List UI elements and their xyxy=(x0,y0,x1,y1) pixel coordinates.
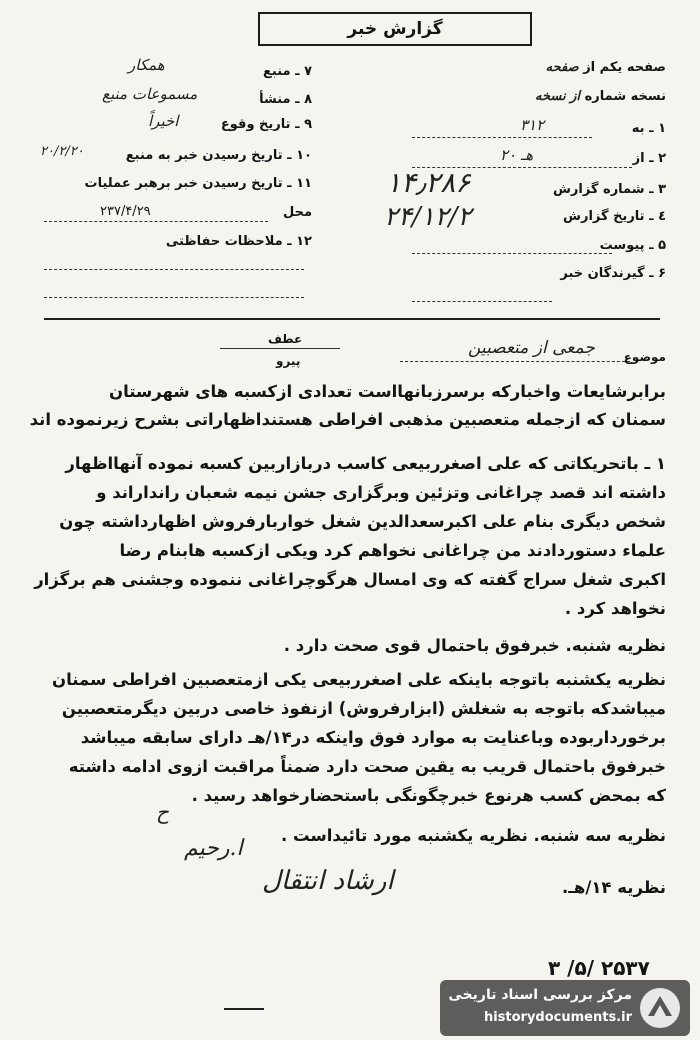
watermark-title: مرکز بررسی اسناد تاریخی xyxy=(448,987,632,1003)
note-14: نظریه ۱۴/هـ. xyxy=(561,878,666,897)
footer-mark xyxy=(224,1008,264,1010)
from-label: ۲ ـ از xyxy=(632,151,666,166)
bord-label: پیرو xyxy=(276,354,301,368)
item1-line-2: داشته اند قصد چراغانی وتزئین وبرگزاری جشن نیمه شعبان رانداراند و xyxy=(96,483,666,502)
copy-number-label: نسخه شماره از نسخه xyxy=(535,89,666,104)
to-value: ۳۱۲ xyxy=(520,116,545,134)
item1-line-1: ۱ ـ باتحریکاتی که علی اصغرربیعی کاسب دربازاربین کسبه نموده آنهااظهار xyxy=(65,454,666,473)
report-title: گزارش خبر xyxy=(258,12,532,46)
archive-logo-icon xyxy=(638,986,682,1030)
report-number-label: ۳ ـ شماره گزارش xyxy=(552,182,666,197)
recipients-label: ۶ ـ گیرندگان خبر xyxy=(560,266,666,281)
handwritten-signature: ارشاد انتقال xyxy=(262,866,394,896)
handwritten-initial-1: ح xyxy=(156,800,169,824)
subject-value: جمعی از متعصبین xyxy=(468,338,595,358)
subject-label: موضوع xyxy=(623,350,666,364)
footer-number: ۲۵۳۷ /۵/ ۳ xyxy=(548,956,650,980)
occurrence-date-value: اخیراً xyxy=(148,112,179,130)
attachment-label: ۵ ـ پیوست xyxy=(599,238,666,253)
note-sunday-line-1: نظریه یکشنبه باتوجه باینکه علی اصغرربیعی یکی ازمتعصبین افراطی سمنان xyxy=(52,670,666,689)
page-of-label: صفحه یکم از صفحه xyxy=(545,60,666,75)
watermark-url: historydocuments.ir xyxy=(483,1010,632,1025)
notes-dotted-line-1 xyxy=(44,268,304,270)
paragraph1-line-2: سمنان که ازجمله متعصبین مذهبی افراطی هستنداظهاراتی بشرح زیرنموده اند xyxy=(29,410,666,429)
place-value: ۲۳۷/۴/۲۹ xyxy=(100,204,151,219)
note-sunday-line-2: میباشدکه باتوجه به شغلش (ابزارفروش) ازنفوذ خاصی دربین دیگرمتعصبین xyxy=(61,699,666,718)
notes-dotted-line-2 xyxy=(44,296,304,298)
report-number-value: ۱۴٫۲۸۶ xyxy=(386,166,471,199)
header-separator xyxy=(44,318,660,320)
item1-line-6: نخواهد کرد . xyxy=(564,599,666,618)
handwritten-initial-2: ا.رحیم xyxy=(184,836,243,861)
source-label: ۷ ـ منبع xyxy=(263,64,312,79)
atf-label: عطف xyxy=(268,332,303,346)
item1-line-5: اکبری شغل سراج گفته که وی امسال هرگوچراغانی ننموده وجشنی هم برگزار xyxy=(34,570,666,589)
occurrence-date-label: ۹ ـ تاریخ وقوع xyxy=(220,117,312,132)
from-value: ۲۰ هـ xyxy=(500,146,534,164)
report-date-label: ٤ ـ تاریخ گزارش xyxy=(563,209,666,224)
security-notes-label: ۱۲ ـ ملاحظات حفاظتی xyxy=(165,234,312,249)
item1-line-4: علماء دستوردادند من چراغانی نخواهم کرد ویکی ازکسبه هابنام رضا xyxy=(119,541,666,560)
report-date-value: ۲۴/۱۲/۲ xyxy=(384,202,472,232)
place-label: محل xyxy=(282,205,312,220)
origin-label: ۸ ـ منشأ xyxy=(259,92,312,107)
note-sunday-line-3: برخورداربوده وباعنایت به موارد فوق واینکه در۱۴/هـ دارای سابقه میباشد xyxy=(80,728,666,747)
note-sunday-line-5: که بمحض کسب هرنوع خبرچگونگی باستحضارخواهد رسید . xyxy=(191,786,666,805)
place-dotted-line xyxy=(44,220,268,222)
origin-value: مسموعات منبع xyxy=(102,85,198,103)
recipients-dotted-line xyxy=(412,300,552,302)
source-value: همکار xyxy=(128,56,165,74)
watermark-badge xyxy=(440,980,690,1036)
attachment-dotted-line xyxy=(412,252,612,254)
source-receipt-date-label: ۱۰ ـ تاریخ رسیدن خبر به منبع xyxy=(125,148,312,163)
subject-dotted-line xyxy=(400,360,630,362)
note-tuesday: نظریه سه شنبه. نظریه یکشنبه مورد تائیداست . xyxy=(281,826,666,845)
paragraph1-line-1: برابرشایعات واخبارکه برسرزبانهااست تعدادی ازکسبه های شهرستان xyxy=(108,382,666,401)
source-receipt-date-value: ۲۰/۲/۲۰ xyxy=(40,144,84,159)
item1-line-3: شخص دیگری بنام علی اکبرسعدالدین شغل خواربارفروش اظهارداشته چون xyxy=(59,512,666,531)
atf-underline xyxy=(220,348,340,349)
note-saturday: نظریه شنبه. خبرفوق باحتمال قوی صحت دارد . xyxy=(283,636,666,655)
to-label: ۱ ـ به xyxy=(631,121,666,136)
note-sunday-line-4: خبرفوق باحتمال قریب به یقین صحت دارد ضمناً مراقبت ازوی ادامه داشته xyxy=(68,757,666,776)
to-dotted-line xyxy=(412,136,592,138)
ops-receipt-date-label: ۱۱ ـ تاریخ رسیدن خبر برهبر عملیات xyxy=(84,176,312,191)
